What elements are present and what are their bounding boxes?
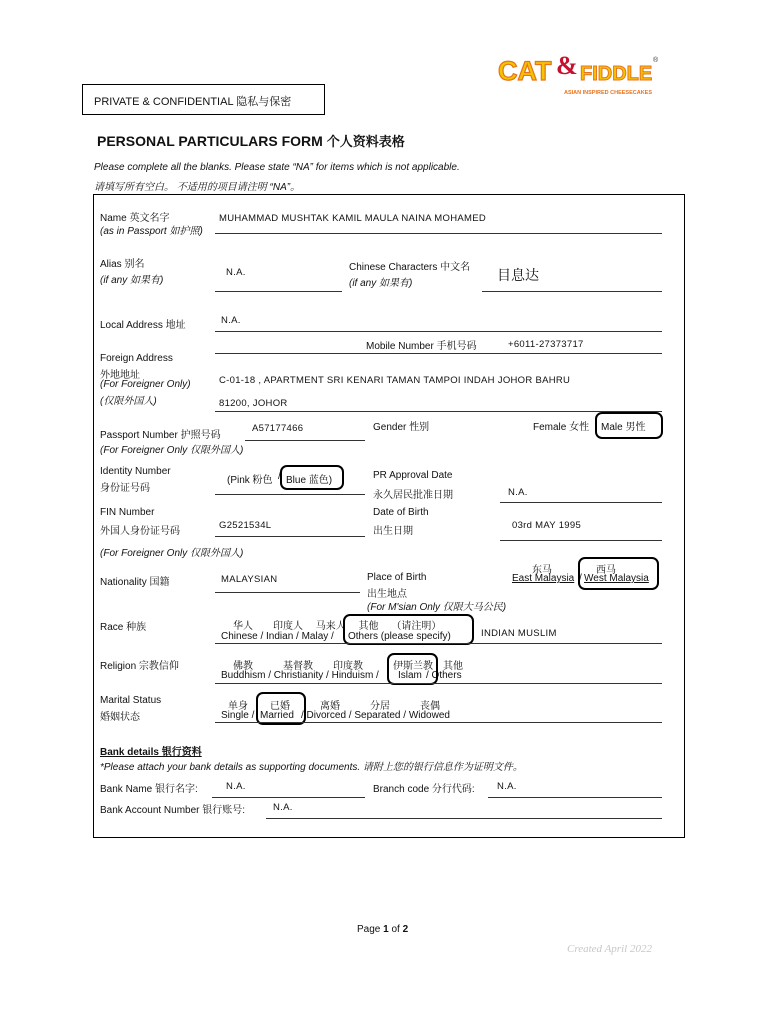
local-address-label: Local Address 地址 (100, 320, 186, 331)
race-underline (215, 643, 662, 644)
identity-pink-option[interactable]: (Pink 粉色 (227, 475, 273, 486)
instruction-en: Please complete all the blanks. Please state “NA” for items which is not applicable. (94, 162, 460, 173)
name-sub: (as in Passport 如护照) (100, 226, 203, 237)
fin-underline (215, 536, 365, 537)
fin-sub: (For Foreigner Only 仅限外国人) (100, 548, 244, 559)
marital-other-options[interactable]: / Divorced / Separated / Widowed (301, 710, 450, 721)
religion-underline (215, 683, 662, 684)
fin-label-zh: 外国人身份证号码 (100, 526, 180, 537)
religion-label: Religion 宗教信仰 (100, 661, 179, 672)
bank-heading: Bank details 银行资料 (100, 747, 202, 758)
marital-underline (215, 722, 662, 723)
nationality-underline (215, 592, 360, 593)
race-zh-options: 华人 印度人 马来人 其他 （请注明） (233, 621, 442, 632)
religion-zh-islam: 伊斯兰教 (393, 661, 433, 672)
marital-label-zh: 婚姻状态 (100, 712, 140, 723)
bank-name-label: Bank Name 银行名字: (100, 784, 198, 795)
logo-word-cat: CAT (498, 56, 552, 86)
foreign-address-line2[interactable]: 81200, JOHOR (219, 398, 288, 409)
confidential-label: PRIVATE & CONFIDENTIAL 隐私与保密 (94, 96, 292, 108)
logo-registered-mark: ® (653, 57, 659, 64)
pr-date-underline (500, 502, 662, 503)
mobile-underline (215, 353, 662, 354)
name-underline (215, 233, 662, 234)
bank-account-label: Bank Account Number 银行账号: (100, 805, 246, 816)
marital-zh-others: 离婚 分居 丧偶 (320, 701, 440, 712)
bank-name-underline (212, 797, 365, 798)
branch-code-label: Branch code 分行代码: (373, 784, 475, 795)
identity-slash: / (278, 471, 281, 482)
marital-married-circle (256, 692, 306, 725)
alias-value[interactable]: N.A. (226, 267, 246, 278)
pob-label-zh: 出生地点 (367, 589, 407, 600)
gender-female-option[interactable]: Female 女性 (533, 422, 590, 433)
religion-zh-options: 佛教 基督教 印度教 (233, 661, 363, 672)
cat-and-the-fiddle-logo (496, 48, 662, 104)
page-prefix: Page (357, 924, 384, 935)
alias-sub: (if any 如果有) (100, 275, 164, 286)
identity-blue-option[interactable]: Blue 蓝色) (286, 475, 333, 486)
branch-code-underline (488, 797, 662, 798)
pob-slash: / (579, 573, 582, 584)
race-value[interactable]: INDIAN MUSLIM (481, 628, 557, 639)
race-label: Race 种族 (100, 622, 147, 633)
pob-zh-east: 东马 (532, 565, 552, 576)
pr-date-value[interactable]: N.A. (508, 487, 528, 498)
page-number (357, 924, 408, 935)
passport-label: Passport Number 护照号码 (100, 430, 221, 441)
dob-value[interactable]: 03rd MAY 1995 (512, 520, 582, 531)
bank-account-underline (266, 818, 662, 819)
dob-underline (500, 540, 662, 541)
local-address-value[interactable]: N.A. (221, 315, 241, 326)
created-date: Created April 2022 (567, 943, 652, 955)
passport-value[interactable]: A57177466 (252, 423, 304, 434)
bank-name-value[interactable]: N.A. (226, 781, 246, 792)
marital-label: Marital Status (100, 695, 162, 706)
foreign-address-label-zh: 外地地址 (100, 370, 140, 381)
nationality-label: Nationality 国籍 (100, 577, 170, 588)
identity-label-zh: 身份证号码 (100, 483, 150, 494)
name-label: Name 英文名字 (100, 213, 170, 224)
logo-word-fiddle: FIDDLE (580, 63, 653, 85)
dob-label-zh: 出生日期 (373, 526, 413, 537)
marital-married-option[interactable]: Married (260, 710, 294, 721)
fin-label: FIN Number (100, 507, 155, 518)
chinese-label: Chinese Characters 中文名 (349, 262, 471, 273)
gender-male-option[interactable]: Male 男性 (601, 422, 646, 433)
mobile-label: Mobile Number 手机号码 (366, 341, 477, 352)
page-mid: of (388, 924, 403, 935)
bank-note: *Please attach your bank details as supporting documents. 请附上您的银行信息作为证明文件。 (100, 762, 523, 773)
identity-label: Identity Number (100, 466, 171, 477)
foreign-address-sub: (For Foreigner Only) (100, 379, 191, 390)
pob-east-option[interactable]: East Malaysia (512, 573, 575, 584)
logo-tagline: ASIAN INSPIRED CHEESECAKES (564, 90, 653, 96)
marital-zh-single: 单身 (228, 701, 248, 712)
form-title-en: PERSONAL PARTICULARS FORM (97, 133, 323, 149)
chinese-sub: (if any 如果有) (349, 278, 413, 289)
alias-underline (215, 291, 342, 292)
pob-sub: (For M'sian Only 仅限大马公民) (367, 602, 507, 613)
nationality-value[interactable]: MALAYSIAN (221, 574, 278, 585)
pr-date-label: PR Approval Date (373, 470, 453, 481)
marital-zh-married: 已婚 (270, 701, 290, 712)
alias-label: Alias 别名 (100, 259, 145, 270)
foreign-address-line1[interactable]: C-01-18 , APARTMENT SRI KENARI TAMAN TAMPOI INDAH JOHOR BAHRU (219, 375, 571, 386)
passport-underline (245, 440, 365, 441)
race-options[interactable]: Chinese / Indian / Malay / (221, 631, 334, 642)
bank-account-value[interactable]: N.A. (273, 802, 293, 813)
form-title (97, 131, 405, 150)
page-current: 1 (383, 924, 389, 935)
chinese-underline (482, 291, 662, 292)
religion-islam-option[interactable]: Islam (398, 670, 422, 681)
race-others-option[interactable]: Others (please specify) (348, 631, 451, 642)
pob-west-circle (578, 557, 659, 590)
religion-zh-others: 其他 (443, 661, 463, 672)
religion-islam-circle (387, 653, 438, 685)
instruction-zh: 请填写所有空白。 不适用的项目请注明 “NA”。 (94, 182, 301, 193)
passport-sub: (For Foreigner Only 仅限外国人) (100, 445, 244, 456)
name-value[interactable]: MUHAMMAD MUSHTAK KAMIL MAULA NAINA MOHAMED (219, 213, 487, 224)
identity-underline (215, 494, 365, 495)
chinese-value[interactable]: 目息达 (497, 267, 539, 283)
form-title-zh: 个人资料表格 (326, 134, 405, 149)
pr-date-label-zh: 永久居民批准日期 (373, 490, 453, 501)
religion-options[interactable]: Buddhism / Christianity / Hinduism / (221, 670, 379, 681)
foreign-address-label: Foreign Address (100, 353, 173, 364)
local-address-underline (215, 331, 662, 332)
fin-value[interactable]: G2521534L (219, 520, 272, 531)
foreign-address-sub-zh: (仅限外国人) (100, 396, 157, 407)
pob-zh-west: 西马 (596, 565, 616, 576)
logo-ampersand: & (556, 51, 578, 80)
gender-male-circle (595, 412, 663, 439)
gender-label: Gender 性别 (373, 422, 430, 433)
foreign-address-underline (215, 411, 662, 412)
religion-others-option[interactable]: / Others (426, 670, 462, 681)
mobile-value[interactable]: +6011-27373717 (508, 339, 584, 350)
pob-label: Place of Birth (367, 572, 427, 583)
race-others-circle (343, 614, 474, 645)
page-total: 2 (402, 924, 409, 935)
dob-label: Date of Birth (373, 507, 429, 518)
branch-code-value[interactable]: N.A. (497, 781, 517, 792)
identity-blue-circle (280, 465, 344, 490)
marital-single-option[interactable]: Single / (221, 710, 255, 721)
pob-west-option[interactable]: West Malaysia (584, 573, 649, 584)
logo-the: the (562, 81, 574, 90)
